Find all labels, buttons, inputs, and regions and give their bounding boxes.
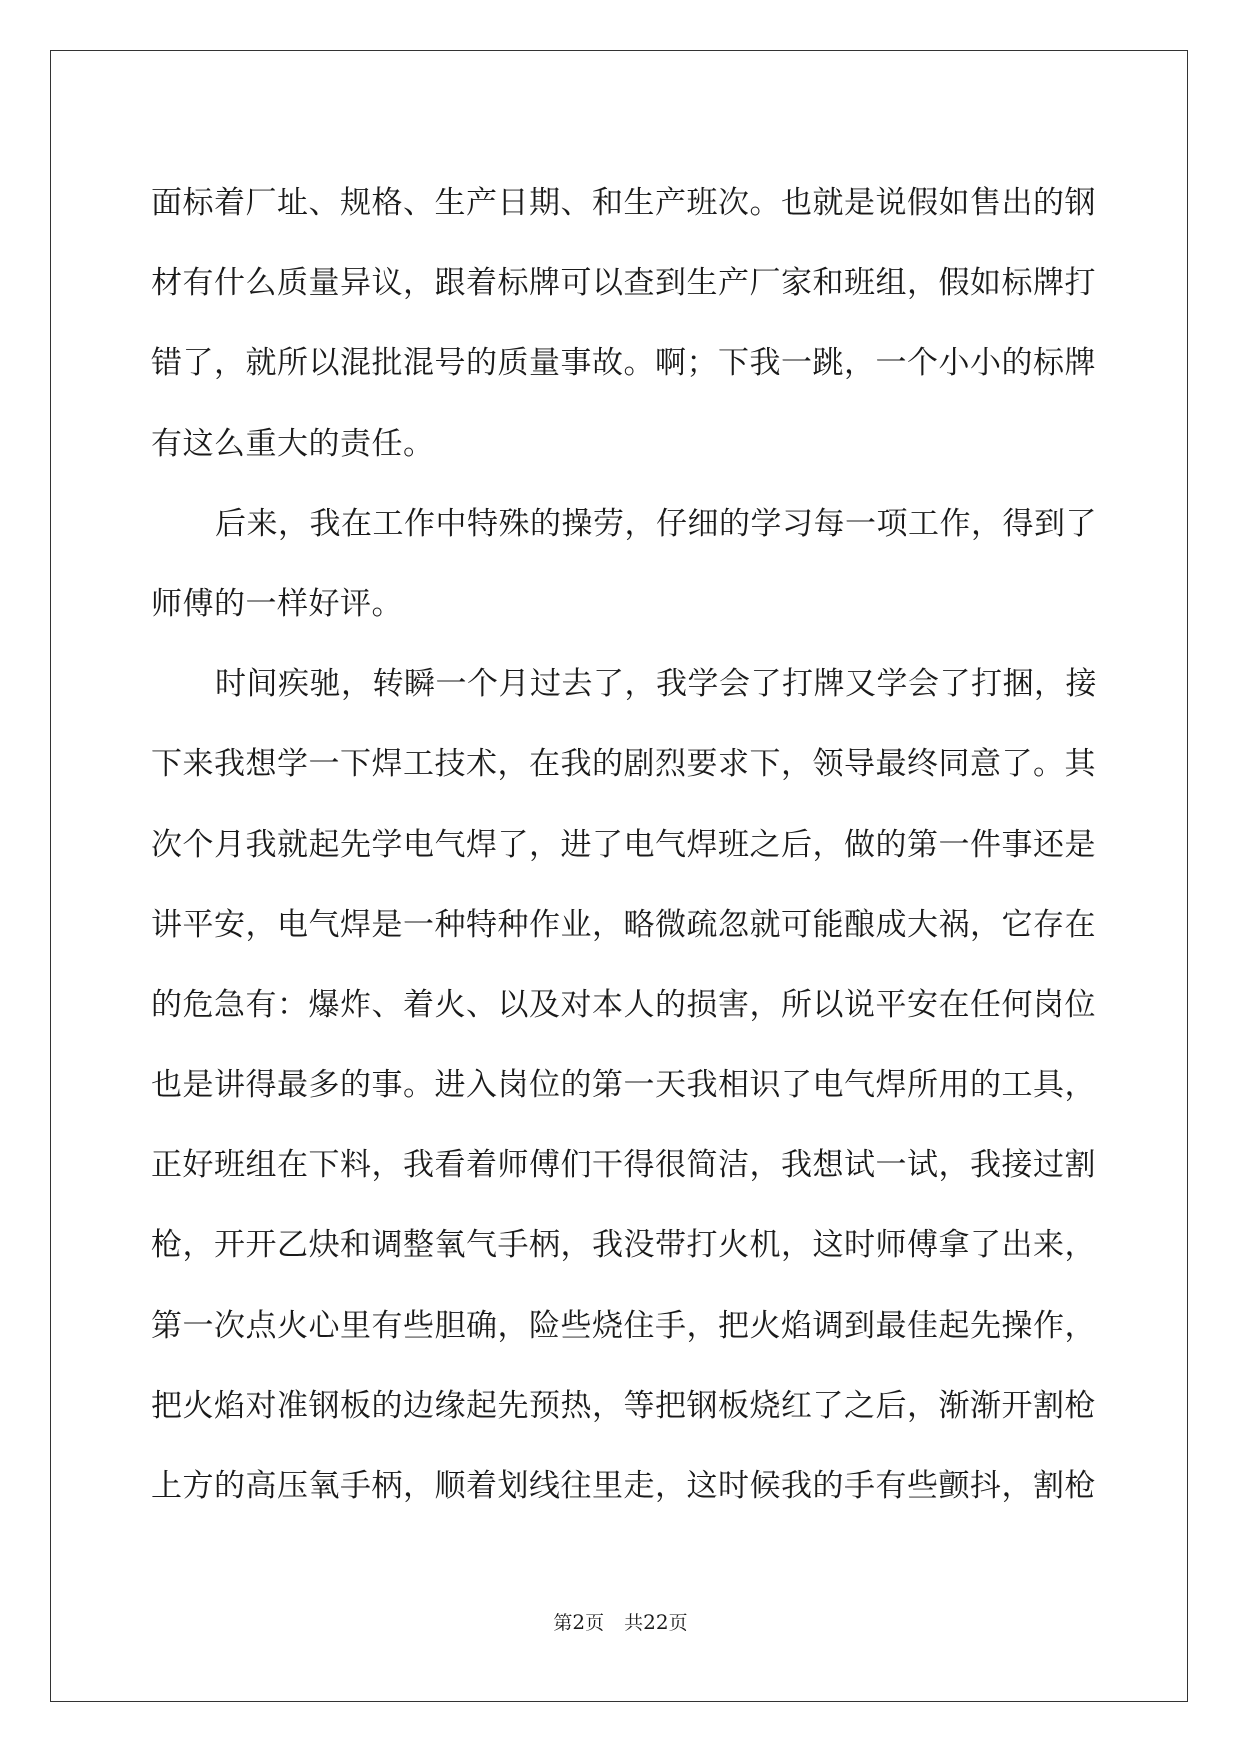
document-body xyxy=(151,163,1097,1526)
page-current: 2 xyxy=(572,1610,586,1634)
text-line: 上方的高压氧手柄，顺着划线往里走，这时候我的手有些颤抖，割枪 xyxy=(151,1468,1096,1504)
total-prefix: 共 xyxy=(624,1612,644,1634)
text-line: 时间疾驰，转瞬一个月过去了，我学会了打牌又学会了打捆，接 xyxy=(215,666,1097,703)
text-line: 正好班组在下料，我看着师傅们干得很简洁，我想试一试，我接过割 xyxy=(151,1147,1096,1184)
text-line: 材有什么质量异议，跟着标牌可以查到生产厂家和班组，假如标牌打 xyxy=(151,265,1096,302)
total-unit: 页 xyxy=(668,1612,688,1634)
text-line: 下来我想学一下焊工技术，在我的剧烈要求下，领导最终同意了。其 xyxy=(151,746,1096,783)
text-line: 有这么重大的责任。 xyxy=(151,425,435,462)
page-prefix: 第 xyxy=(553,1612,573,1634)
page-unit: 页 xyxy=(585,1612,605,1634)
text-line: 枪，开开乙炔和调整氧气手柄，我没带打火机，这时师傅拿了出来， xyxy=(151,1227,1096,1264)
text-line: 讲平安，电气焊是一种特种作业，略微疏忽就可能酿成大祸，它存在 xyxy=(151,906,1096,943)
page-footer xyxy=(0,1608,1241,1635)
text-line: 面标着厂址、规格、生产日期、和生产班次。也就是说假如售出的钢 xyxy=(151,185,1096,221)
text-line: 错了，就所以混批混号的质量事故。啊；下我一跳，一个小小的标牌 xyxy=(151,345,1096,382)
text-line: 师傅的一样好评。 xyxy=(151,585,403,622)
text-line: 的危急有：爆炸、着火、以及对本人的损害，所以说平安在任何岗位 xyxy=(151,986,1096,1023)
text-line: 也是讲得最多的事。进入岗位的第一天我相识了电气焊所用的工具， xyxy=(151,1067,1096,1104)
text-line: 后来，我在工作中特殊的操劳，仔细的学习每一项工作，得到了 xyxy=(215,505,1097,542)
text-line: 把火焰对准钢板的边缘起先预热，等把钢板烧红了之后，渐渐开割枪 xyxy=(151,1387,1096,1424)
text-line: 第一次点火心里有些胆确，险些烧住手，把火焰调到最佳起先操作， xyxy=(151,1307,1096,1344)
text-line: 次个月我就起先学电气焊了，进了电气焊班之后，做的第一件事还是 xyxy=(151,826,1096,863)
page-total: 22 xyxy=(643,1610,669,1634)
